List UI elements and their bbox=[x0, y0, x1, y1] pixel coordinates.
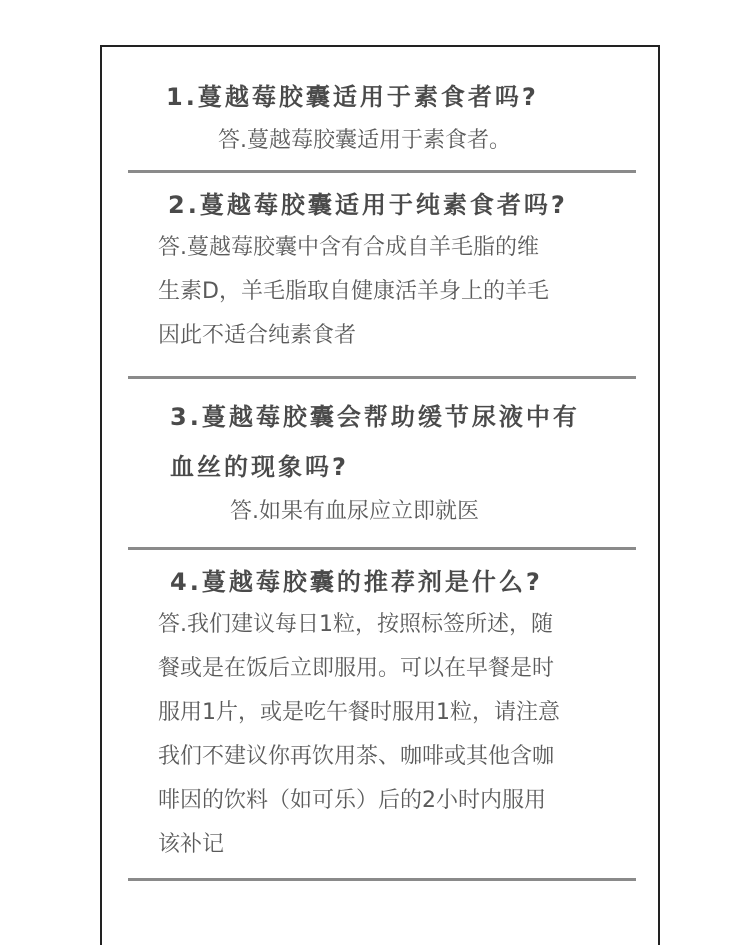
faq-2-answer-line-2: 生素D，羊毛脂取自健康活羊身上的羊毛 bbox=[158, 279, 549, 304]
faq-4-question: 4.蔓越莓胶囊的推荐剂是什么? bbox=[170, 568, 543, 596]
faq-4-answer-line-4: 我们不建议你再饮用茶、咖啡或其他含咖 bbox=[158, 744, 555, 769]
faq-4-answer-line-3: 服用1片，或是吃午餐时服用1粒，请注意 bbox=[158, 700, 560, 725]
faq-3-question-line-1: 3.蔓越莓胶囊会帮助缓节尿液中有 bbox=[170, 403, 580, 431]
faq-divider-2 bbox=[128, 376, 636, 379]
faq-3-answer: 答.如果有血尿应立即就医 bbox=[230, 499, 479, 524]
faq-panel bbox=[100, 45, 660, 945]
faq-2-question: 2.蔓越莓胶囊适用于纯素食者吗? bbox=[168, 191, 568, 219]
faq-4-answer-line-2: 餐或是在饭后立即服用。可以在早餐是时 bbox=[158, 656, 555, 681]
faq-divider-1 bbox=[128, 170, 636, 173]
faq-4-answer-line-5: 啡因的饮料（如可乐）后的2小时内服用 bbox=[158, 788, 546, 813]
faq-4-answer-line-1: 答.我们建议每日1粒，按照标签所述，随 bbox=[158, 612, 553, 637]
faq-1-question: 1.蔓越莓胶囊适用于素食者吗? bbox=[166, 83, 539, 111]
faq-2-answer-line-3: 因此不适合纯素食者 bbox=[158, 323, 357, 348]
faq-divider-3 bbox=[128, 547, 636, 550]
faq-divider-4 bbox=[128, 878, 636, 881]
faq-2-answer-line-1: 答.蔓越莓胶囊中含有合成自羊毛脂的维 bbox=[158, 235, 539, 260]
faq-3-question-line-2: 血丝的现象吗? bbox=[170, 453, 349, 481]
faq-1-answer: 答.蔓越莓胶囊适用于素食者。 bbox=[218, 128, 511, 153]
faq-4-answer-line-6: 该补记 bbox=[158, 832, 225, 857]
